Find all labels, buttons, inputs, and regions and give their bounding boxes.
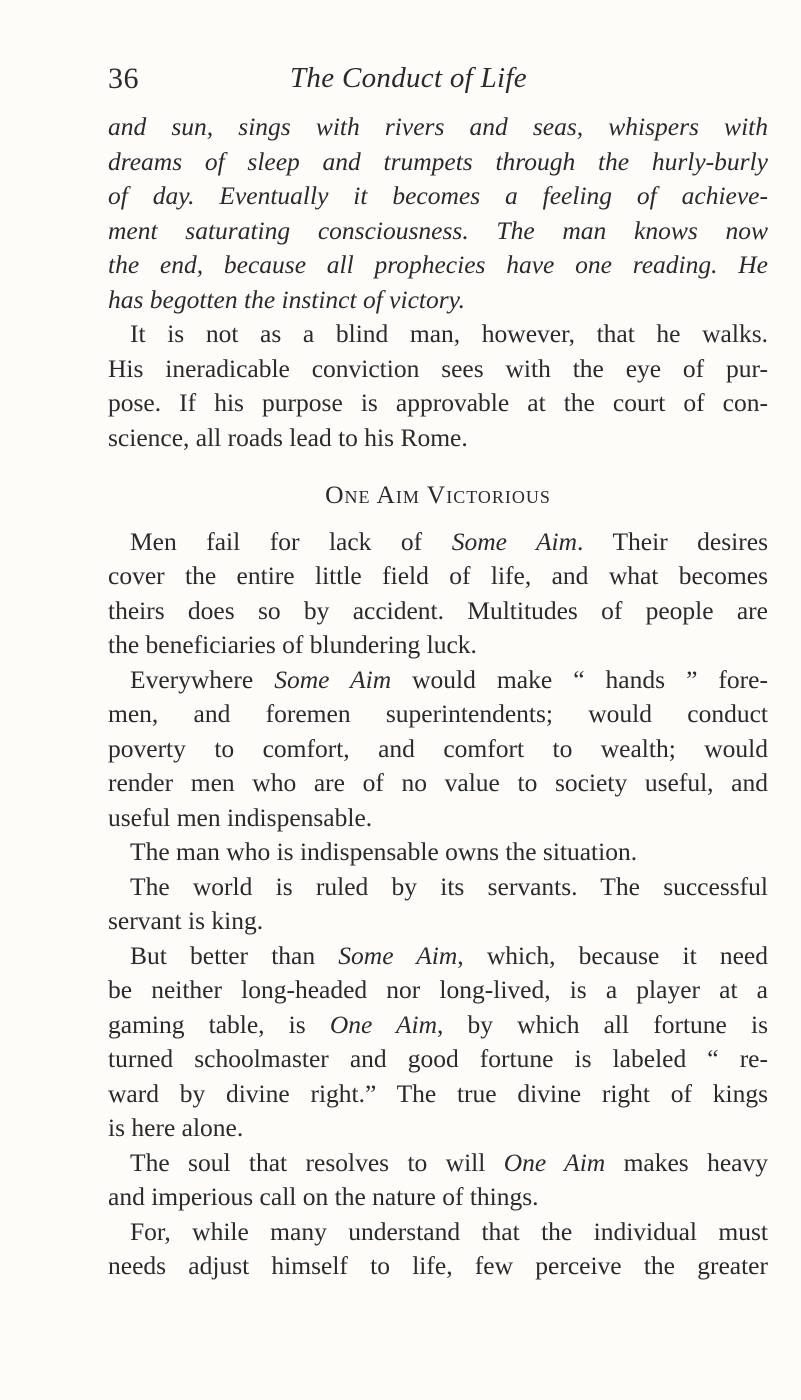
section-heading: One Aim Victorious bbox=[325, 480, 551, 509]
text-line: dreams of sleep and trumpets through the hurly-burly bbox=[108, 146, 768, 176]
paragraph-intro bbox=[108, 110, 768, 317]
text-line: men, and foremen superintendents; would conduct bbox=[108, 699, 768, 728]
text-line bbox=[108, 1008, 768, 1043]
rich-line: Men fail for lack of Some Aim. Their desires bbox=[130, 526, 768, 556]
italic-phrase: Some Aim bbox=[451, 526, 578, 556]
text-line: needs adjust himself to life, few perceive the greater bbox=[108, 1251, 768, 1280]
text-line bbox=[108, 1146, 768, 1181]
text-line bbox=[108, 525, 768, 560]
text-line: pose. If his purpose is approvable at the court of con- bbox=[108, 388, 768, 417]
text-line bbox=[108, 663, 768, 698]
rich-line: The soul that resolves to will One Aim makes heavy bbox=[130, 1147, 768, 1177]
text-line: and imperious call on the nature of things. bbox=[108, 1182, 539, 1211]
text-line: be neither long-headed nor long-lived, is a player at a bbox=[108, 975, 768, 1004]
text-line: ment saturating consciousness. The man knows now bbox=[108, 215, 768, 245]
italic-phrase: Some Aim bbox=[274, 664, 392, 694]
text-line: cover the entire little field of life, and what becomes bbox=[108, 561, 768, 590]
running-head bbox=[108, 62, 768, 102]
paragraph bbox=[108, 1146, 768, 1215]
text-line: The man who is indispensable owns the situation. bbox=[130, 837, 638, 866]
text-line: theirs does so by accident. Multitudes of people are bbox=[108, 595, 768, 625]
italic-phrase: One Aim bbox=[503, 1147, 606, 1177]
text-line: science, all roads lead to his Rome. bbox=[108, 422, 468, 452]
italic-phrase: One Aim bbox=[329, 1009, 438, 1039]
text-line: turned schoolmaster and good fortune is labeled “ re- bbox=[108, 1044, 768, 1073]
text-line: It is not as a blind man, however, that he walks. bbox=[130, 319, 768, 348]
text-line: His ineradicable conviction sees with the eye of pur- bbox=[108, 353, 768, 383]
paragraph bbox=[108, 317, 768, 455]
text-line: For, while many understand that the individual must bbox=[130, 1216, 768, 1246]
text-line: the end, because all prophecies have one reading. He bbox=[108, 250, 768, 279]
text-line: ward by divine right.” The true divine right of kings bbox=[108, 1078, 768, 1108]
running-title: The Conduct of Life bbox=[290, 62, 527, 94]
paragraph bbox=[108, 525, 768, 663]
body-text bbox=[108, 110, 768, 1284]
text-line: useful men indispensable. bbox=[108, 802, 373, 832]
text-line: is here alone. bbox=[108, 1113, 244, 1142]
paragraph bbox=[108, 939, 768, 1146]
text-line: poverty to comfort, and comfort to wealth; would bbox=[108, 733, 768, 763]
italic-phrase: Some Aim bbox=[338, 940, 458, 970]
text-line: render men who are of no value to society useful, and bbox=[108, 768, 768, 797]
text-line: The world is ruled by its servants. The successful bbox=[130, 871, 768, 901]
text-line: and sun, sings with rivers and seas, whispers with bbox=[108, 112, 768, 141]
paragraph bbox=[108, 1215, 768, 1284]
text-line: of day. Eventually it becomes a feeling of achieve- bbox=[108, 181, 768, 210]
text-line: the beneficiaries of blundering luck. bbox=[108, 630, 477, 659]
paragraph bbox=[108, 835, 768, 870]
rich-line: gaming table, is One Aim, by which all fortune is bbox=[108, 1009, 768, 1039]
page-number: 36 bbox=[108, 62, 139, 95]
text-line bbox=[108, 939, 768, 974]
paragraph bbox=[108, 870, 768, 939]
text-line: servant is king. bbox=[108, 906, 264, 935]
rich-line: Everywhere Some Aim would make “ hands ” fore- bbox=[130, 664, 768, 694]
text-line: has begotten the instinct of victory. bbox=[108, 284, 465, 314]
paragraph bbox=[108, 663, 768, 836]
rich-line: But better than Some Aim, which, because it need bbox=[130, 940, 768, 970]
